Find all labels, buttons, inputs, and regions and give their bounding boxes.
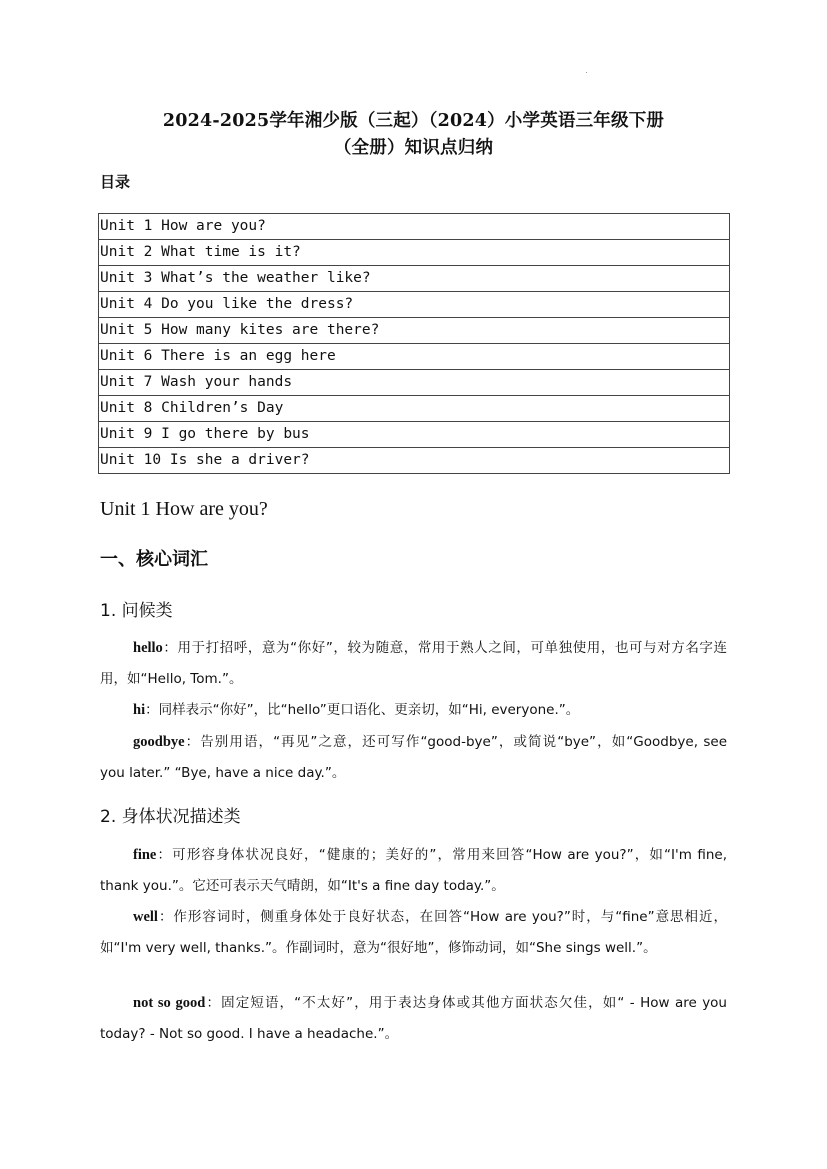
toc-row: [99, 214, 730, 240]
vocab-definition: ：可形容身体状况良好，“健康的；美好的”，常用来回答“How are you?”，如“I'm fine, thank you.”。它还可表示天气晴朗，如“It's a fine day today.”。: [100, 847, 727, 894]
vocab-entry-fine: [100, 840, 727, 902]
toc-entry[interactable]: Unit 6 There is an egg here: [99, 344, 730, 370]
toc-row: [99, 292, 730, 318]
vocab-term: well: [133, 909, 158, 925]
toc-entry[interactable]: Unit 8 Children’s Day: [99, 396, 730, 422]
page-speck: [586, 72, 587, 73]
subsection-heading-health: 2. 身体状况描述类: [100, 807, 241, 827]
toc-row: [99, 448, 730, 474]
toc-label: 目录: [100, 173, 131, 191]
toc-entry[interactable]: Unit 3 What’s the weather like?: [99, 266, 730, 292]
toc-entry[interactable]: Unit 2 What time is it?: [99, 240, 730, 266]
toc-entry[interactable]: Unit 5 How many kites are there?: [99, 318, 730, 344]
section-heading: 一、核心词汇: [100, 549, 208, 570]
vocab-term: goodbye: [133, 734, 185, 750]
toc-row: [99, 344, 730, 370]
toc-row: [99, 370, 730, 396]
toc-row: [99, 422, 730, 448]
vocab-definition: ：告别用语，“再见”之意，还可写作“good-bye”，或简说“bye”，如“Goodbye, see you later.” “Bye, have a nice day.”。: [100, 734, 727, 781]
toc-row: [99, 318, 730, 344]
toc-entry[interactable]: Unit 1 How are you?: [99, 214, 730, 240]
vocab-entry-goodbye: [100, 727, 727, 789]
vocab-definition: ：固定短语，“不太好”，用于表达身体或其他方面状态欠佳，如“ - How are you today? - Not so good. I have a headache.”。: [100, 995, 727, 1042]
vocab-definition: ：作形容词时，侧重身体处于良好状态，在回答“How are you?”时，与“fine”意思相近，如“I'm very well, thanks.”。作副词时，意为“很好地”，修饰动词，如“She sings well.”。: [100, 909, 727, 956]
toc-row: [99, 240, 730, 266]
document-title-line1: 2024-2025学年湘少版（三起）（2024）小学英语三年级下册: [162, 111, 665, 131]
vocab-entry-hi: [100, 695, 727, 726]
vocab-term: hi: [133, 702, 146, 718]
vocab-definition: ：同样表示“你好”，比“hello”更口语化、更亲切，如“Hi, everyone.”。: [145, 702, 580, 718]
vocab-term: fine: [133, 847, 157, 863]
vocab-term: not so good: [133, 995, 206, 1011]
vocab-entry-well: [100, 902, 727, 964]
subsection-heading-greetings: 1. 问候类: [100, 601, 173, 621]
document-title-line2: （全册）知识点归纳: [333, 138, 494, 158]
vocab-definition: ：用于打招呼，意为“你好”，较为随意，常用于熟人之间，可单独使用，也可与对方名字连用，如“Hello, Tom.”。: [100, 640, 727, 687]
vocab-term: hello: [133, 640, 163, 656]
table-of-contents: [98, 213, 730, 474]
vocab-entry-not-so-good: [100, 988, 727, 1050]
toc-row: [99, 396, 730, 422]
toc-entry[interactable]: Unit 7 Wash your hands: [99, 370, 730, 396]
toc-entry[interactable]: Unit 10 Is she a driver?: [99, 448, 730, 474]
unit-heading: Unit 1 How are you?: [100, 498, 268, 520]
toc-row: [99, 266, 730, 292]
toc-entry[interactable]: Unit 9 I go there by bus: [99, 422, 730, 448]
toc-entry[interactable]: Unit 4 Do you like the dress?: [99, 292, 730, 318]
vocab-entry-hello: [100, 633, 727, 695]
